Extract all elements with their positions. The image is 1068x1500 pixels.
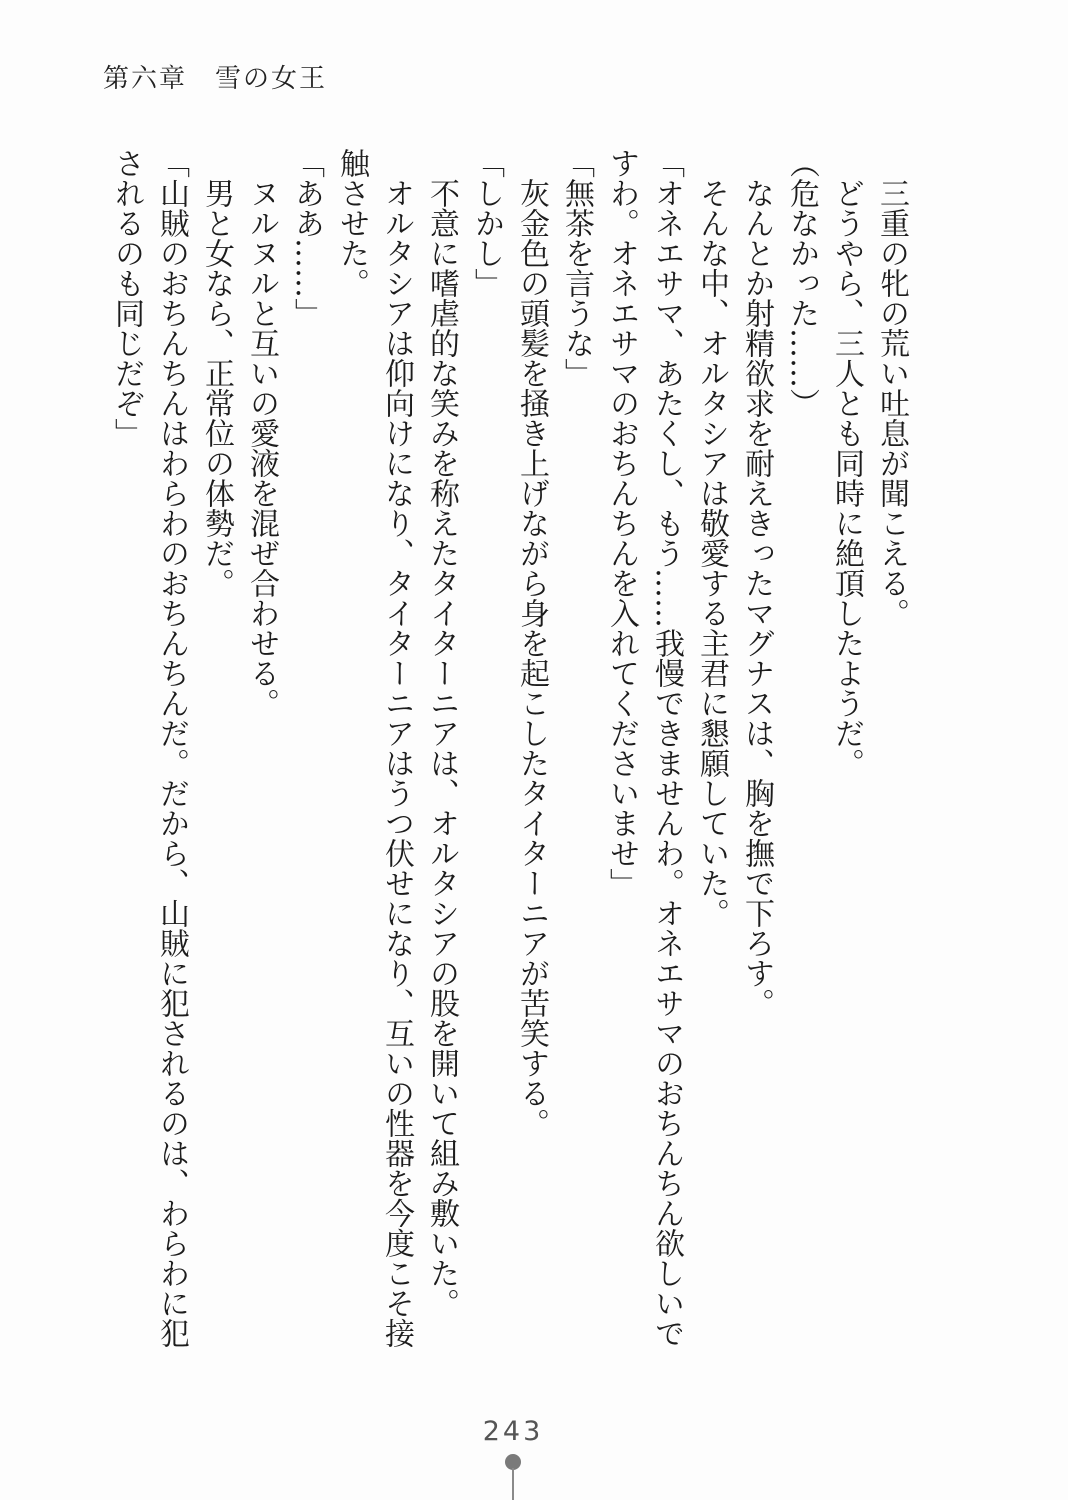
paragraph: オルタシアは仰向けになり、タイターニアはうつ伏せになり、互いの性器を今度こそ接触させた。 bbox=[334, 148, 414, 1348]
paragraph: どうやら、三人とも同時に絶頂したようだ。 bbox=[829, 178, 864, 778]
paragraph: 「ああ……」 bbox=[289, 148, 324, 328]
paragraph: 「無茶を言うな」 bbox=[559, 148, 594, 388]
paragraph: 三重の牝の荒い吐息が聞こえる。 bbox=[874, 178, 909, 628]
paragraph: ヌルヌルと互いの愛液を混ぜ合わせる。 bbox=[244, 178, 279, 718]
paragraph: 「オネエサマ、あたくし、もう……我慢できませんわ。オネエサマのおちんちん欲しいですわ。オネエサマのおちんちんを入れてくださいませ」 bbox=[604, 148, 684, 1348]
paragraph: なんとか射精欲求を耐えきったマグナスは、胸を撫で下ろす。 bbox=[739, 178, 774, 1018]
chapter-running-head: 第六章 雪の女王 bbox=[103, 64, 328, 94]
paragraph: （危なかった……） bbox=[784, 148, 819, 418]
paragraph: 不意に嗜虐的な笑みを称えたタイターニアは、オルタシアの股を開いて組み敷いた。 bbox=[424, 178, 459, 1318]
paragraph: そんな中、オルタシアは敬愛する主君に懇願していた。 bbox=[694, 178, 729, 928]
paragraph: 「しかし」 bbox=[469, 148, 504, 298]
page-number: 243 bbox=[482, 1416, 544, 1447]
body-text bbox=[104, 148, 914, 1353]
paragraph: 灰金色の頭髪を掻き上げながら身を起こしたタイターニアが苦笑する。 bbox=[514, 178, 549, 1138]
paragraph: 男と女なら、正常位の体勢だ。 bbox=[199, 178, 234, 598]
footer-stem-ornament bbox=[512, 1468, 514, 1500]
paragraph: 「山賊のおちんちんはわらわのおちんちんだ。だから、山賊に犯されるのは、わらわに犯されるのも同じだぞ」 bbox=[109, 148, 189, 1348]
